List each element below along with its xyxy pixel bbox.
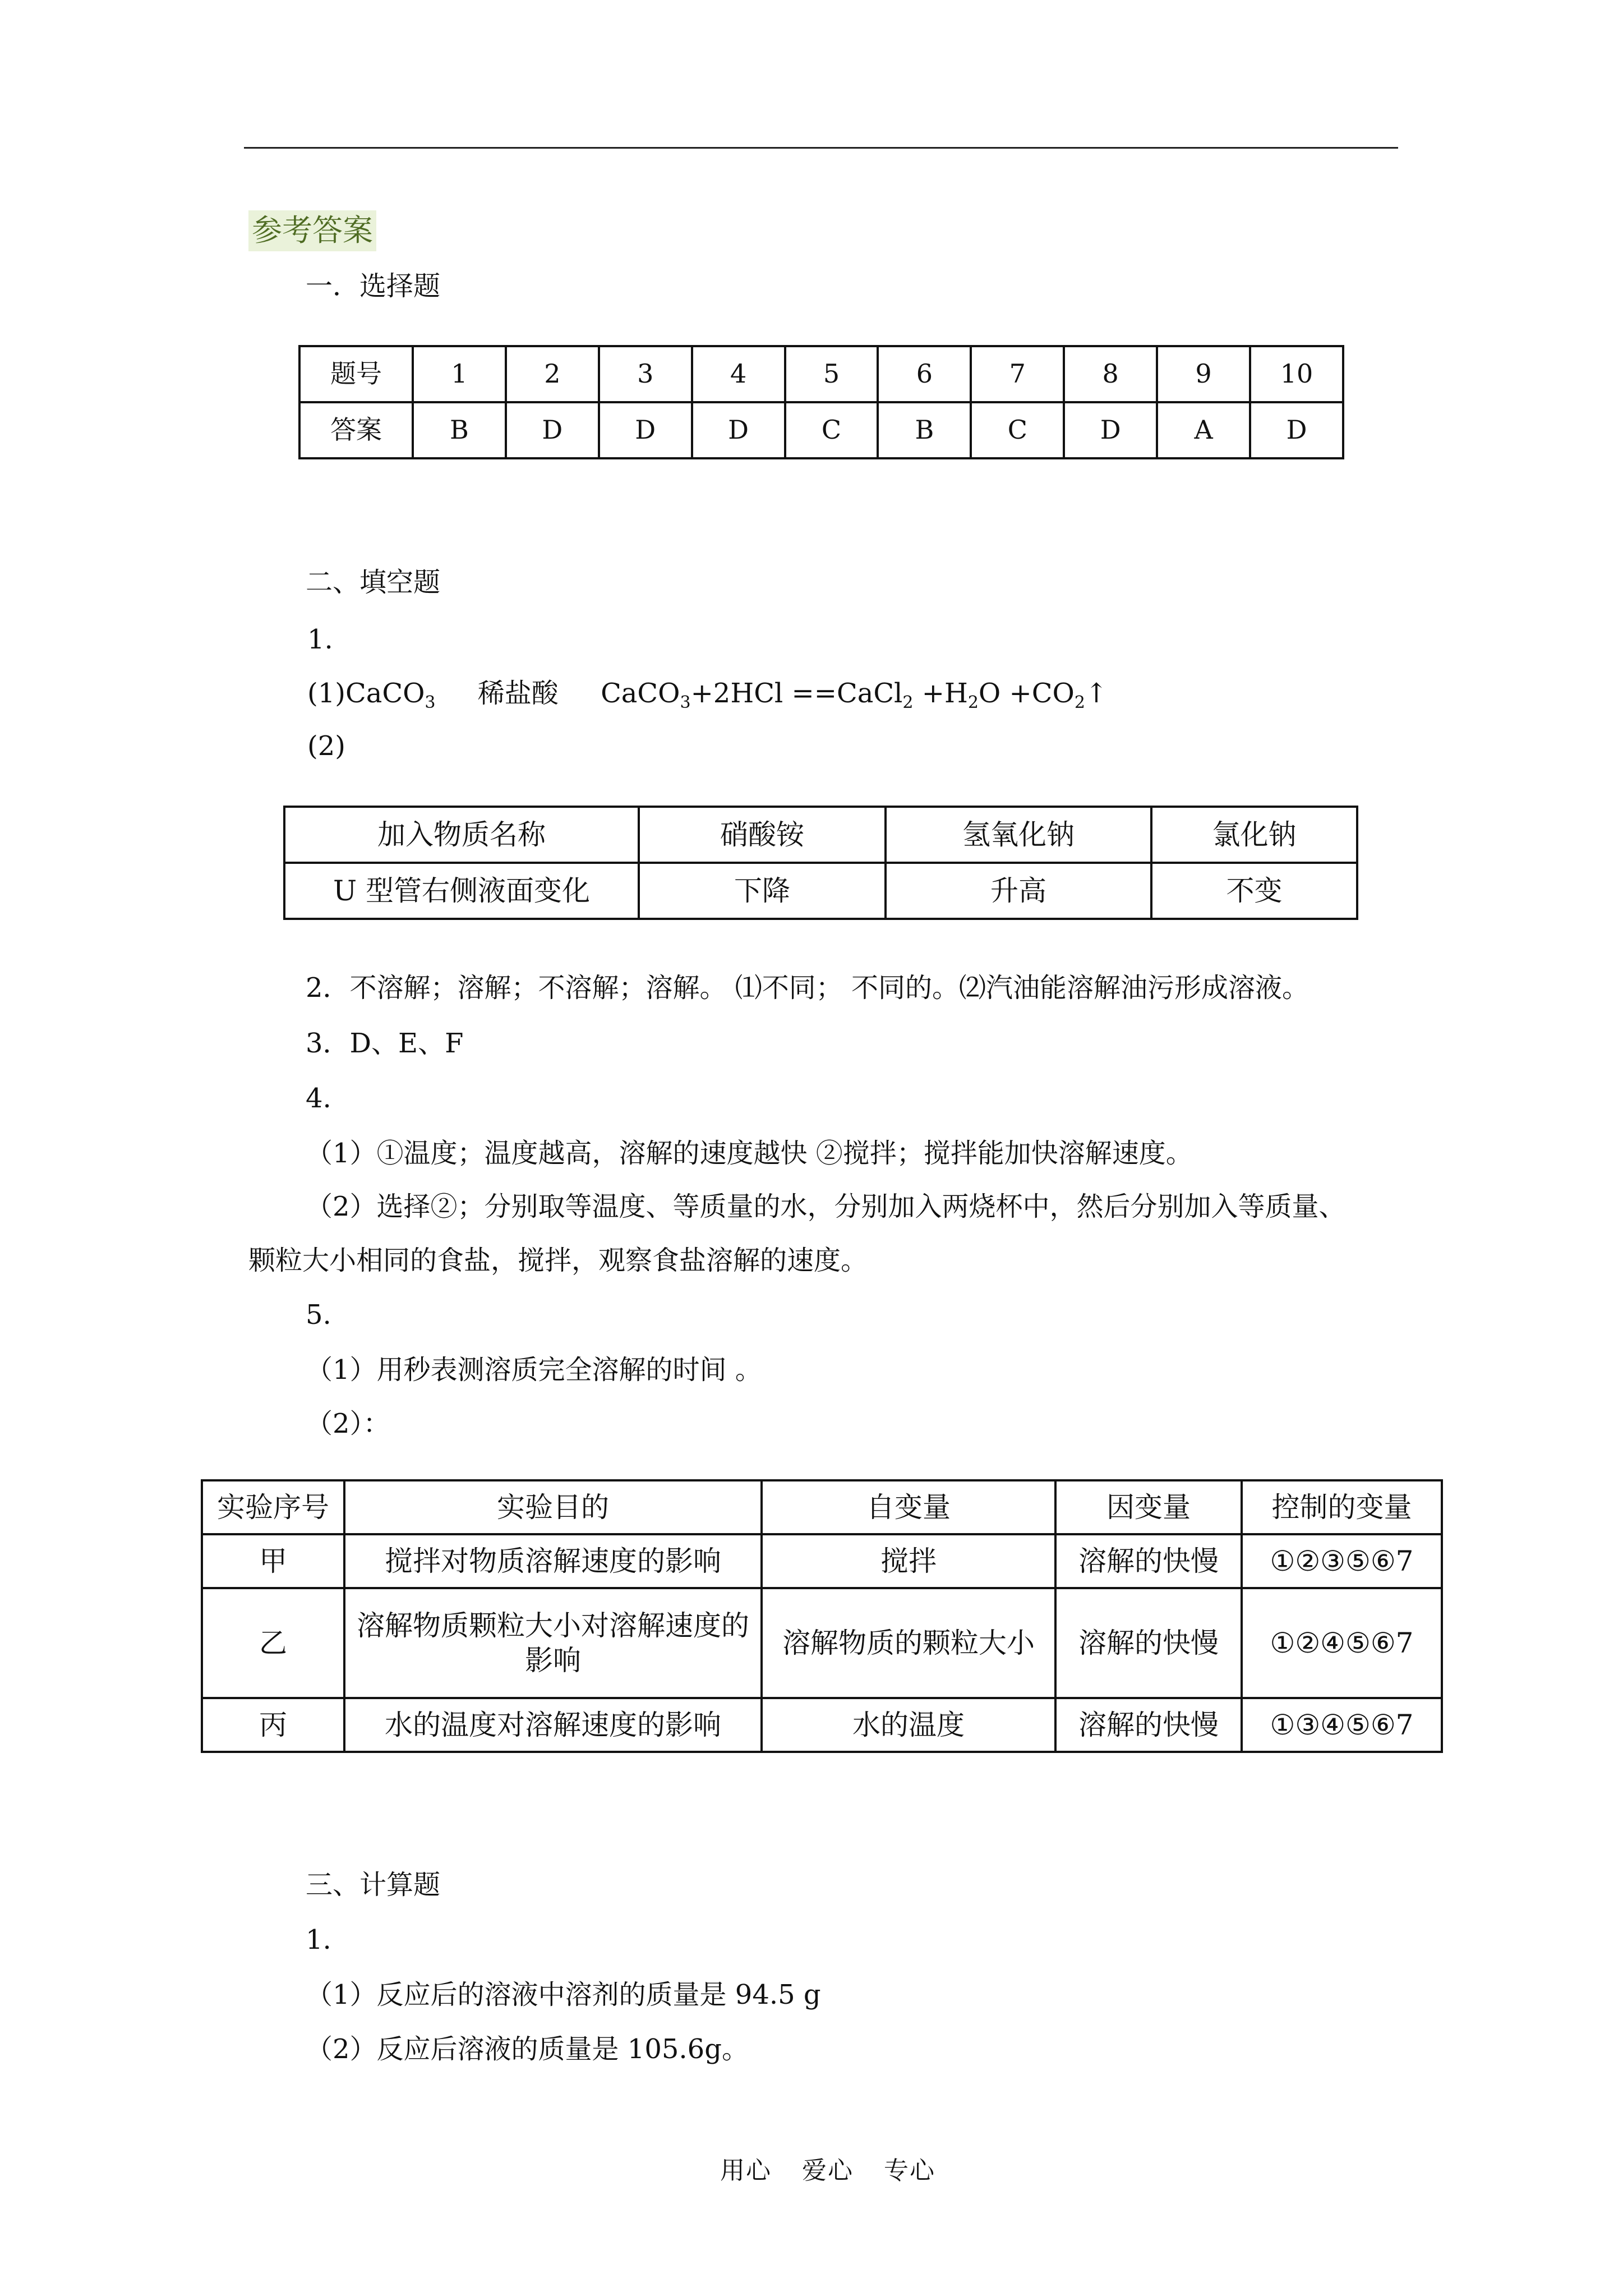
table-cell: 自变量 — [762, 1480, 1055, 1534]
table-cell: 搅拌对物质溶解速度的影响 — [344, 1534, 762, 1588]
table-cell: 3 — [599, 346, 692, 402]
table-cell: 溶解物质的颗粒大小 — [762, 1588, 1055, 1698]
section1-title: 一．选择题 — [306, 270, 441, 302]
q5-number: 5. — [306, 1299, 331, 1331]
table-cell: ①②③⑤⑥7 — [1242, 1534, 1442, 1588]
table-cell: 硝酸铵 — [639, 807, 886, 863]
table-cell: 氢氧化钠 — [886, 807, 1151, 863]
table-cell: 加入物质名称 — [284, 807, 639, 863]
answer-heading: 参考答案 — [248, 210, 376, 251]
table-cell: 水的温度对溶解速度的影响 — [344, 1698, 762, 1752]
table-cell: B — [413, 402, 506, 458]
table-cell: 8 — [1064, 346, 1157, 402]
table-cell: 氯化钠 — [1151, 807, 1357, 863]
header-rule — [244, 147, 1398, 149]
section3-title: 三、计算题 — [306, 1869, 441, 1901]
table-cell: D — [506, 402, 599, 458]
table-cell: 10 — [1250, 346, 1343, 402]
page-footer — [720, 2150, 966, 2186]
table-cell: 溶解的快慢 — [1055, 1534, 1242, 1588]
q2-answer: 2．不溶解；溶解；不溶解；溶解。 ⑴不同； 不同的。⑵汽油能溶解油污形成溶液。 — [306, 972, 1310, 1004]
table-cell: 实验目的 — [344, 1480, 762, 1534]
table-cell: 控制的变量 — [1242, 1480, 1442, 1534]
calc-q1-number: 1. — [306, 1924, 331, 1955]
table-cell: 6 — [878, 346, 971, 402]
table-cell: D — [1064, 402, 1157, 458]
u-tube-table — [283, 806, 1358, 920]
table-cell: 搅拌 — [762, 1534, 1055, 1588]
table-cell: A — [1157, 402, 1250, 458]
q5-part1: （1）用秒表测溶质完全溶解的时间 。 — [306, 1354, 762, 1386]
table-cell: 下降 — [639, 863, 886, 919]
q5-part2: （2）： — [306, 1408, 390, 1439]
table-cell: 溶解的快慢 — [1055, 1588, 1242, 1698]
table-cell: 不变 — [1151, 863, 1357, 919]
table-cell: D — [692, 402, 785, 458]
table-row — [202, 1534, 1442, 1588]
footer-item: 爱心 — [802, 2156, 854, 2185]
table-cell: B — [878, 402, 971, 458]
table-row — [299, 346, 1343, 402]
table-cell: 甲 — [202, 1534, 344, 1588]
footer-item: 用心 — [720, 2156, 772, 2185]
table-row — [284, 807, 1357, 863]
table-cell: U 型管右侧液面变化 — [284, 863, 639, 919]
footer-item: 专心 — [884, 2156, 935, 2185]
table-cell: 7 — [971, 346, 1064, 402]
table-cell: 2 — [506, 346, 599, 402]
table-cell: 9 — [1157, 346, 1250, 402]
q4-number: 4. — [306, 1083, 331, 1114]
table-cell: 因变量 — [1055, 1480, 1242, 1534]
table-cell: 实验序号 — [202, 1480, 344, 1534]
table-cell: 升高 — [886, 863, 1151, 919]
table-cell: 水的温度 — [762, 1698, 1055, 1752]
table-cell: 溶解的快慢 — [1055, 1698, 1242, 1752]
table-cell: 4 — [692, 346, 785, 402]
table-cell: 1 — [413, 346, 506, 402]
table-cell: 5 — [785, 346, 878, 402]
table-cell: D — [599, 402, 692, 458]
table-cell: 丙 — [202, 1698, 344, 1752]
table-cell: ①③④⑤⑥7 — [1242, 1698, 1442, 1752]
choice-answer-table — [298, 345, 1344, 459]
table-cell: C — [971, 402, 1064, 458]
calc-q1-part2: （2）反应后溶液的质量是 105.6g。 — [306, 2033, 749, 2065]
table-row — [284, 863, 1357, 919]
table-row — [299, 402, 1343, 458]
table-cell: ①②④⑤⑥7 — [1242, 1588, 1442, 1698]
table-cell: 答案 — [299, 402, 413, 458]
q4-part2-line2: 颗粒大小相同的食盐，搅拌，观察食盐溶解的速度。 — [248, 1245, 868, 1276]
q4-part2-line1: （2）选择②；分别取等温度、等质量的水，分别加入两烧杯中，然后分别加入等质量、 — [306, 1191, 1346, 1222]
table-row — [202, 1698, 1442, 1752]
q1-part2: (2) — [307, 730, 345, 762]
q1-number: 1. — [307, 624, 333, 655]
section2-title: 二、填空题 — [306, 567, 441, 598]
q3-answer: 3．D、E、F — [306, 1028, 464, 1059]
up-arrow-icon: ↑ — [1085, 678, 1108, 709]
experiment-table — [201, 1479, 1443, 1753]
table-cell: 溶解物质颗粒大小对溶解速度的影响 — [344, 1588, 762, 1698]
table-row — [202, 1588, 1442, 1698]
calc-q1-part1: （1）反应后的溶液中溶剂的质量是 94.5 g — [306, 1979, 821, 2010]
q4-part1: （1）①温度；温度越高，溶解的速度越快 ②搅拌；搅拌能加快溶解速度。 — [306, 1138, 1193, 1169]
q1-part1: (1)CaCO$_3$ 稀盐酸 CaCO$_3$+2HCl ==CaCl$_2$ $+H_2O$ $+CO_2↑$ — [307, 678, 1108, 712]
table-cell: C — [785, 402, 878, 458]
table-cell: D — [1250, 402, 1343, 458]
table-cell: 题号 — [299, 346, 413, 402]
table-row — [202, 1480, 1442, 1534]
table-cell: 乙 — [202, 1588, 344, 1698]
